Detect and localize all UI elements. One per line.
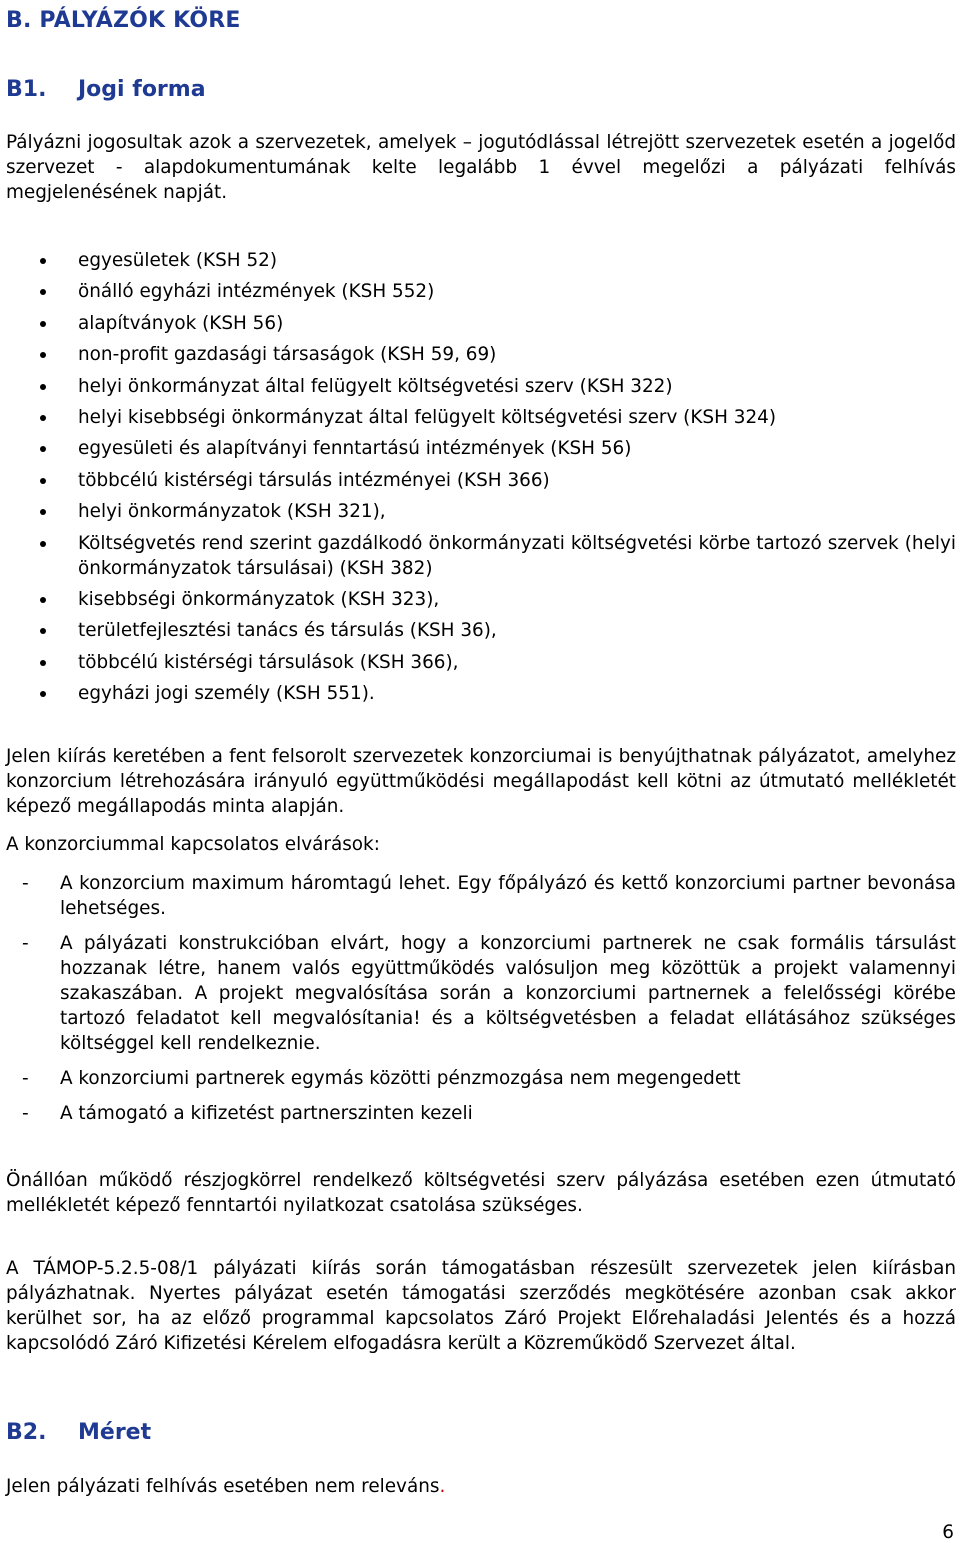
- section-title: B. PÁLYÁZÓK KÖRE: [6, 8, 241, 33]
- list-item: kisebbségi önkormányzatok (KSH 323),: [6, 587, 956, 612]
- bullet-icon: [40, 352, 46, 358]
- list-item: - A pályázati konstrukcióban elvárt, hogy a konzorciumi partnerek ne csak formális társulást hozzanak létre, hanem valós együttműködés valósuljon meg közöttük a projekt valamennyi szakaszában. A projekt megvalósítása során a konzorciumi partnernek a felelősségi körébe tartozó feladatot kell megvalósítania! és a költségvetésben a feladat ellátásához szükséges költséggel kell rendelkeznie.: [22, 933, 956, 1054]
- bullet-icon: [40, 660, 46, 666]
- list-item: önálló egyházi intézmények (KSH 552): [6, 279, 956, 304]
- page-number: 6: [942, 1522, 954, 1543]
- heading-b1-title: Jogi forma: [78, 77, 206, 102]
- list-item: non-profit gazdasági társaságok (KSH 59, 69): [6, 342, 956, 367]
- dash-marker: -: [22, 933, 29, 954]
- bullet-icon: [40, 691, 46, 697]
- list-item: alapítványok (KSH 56): [6, 311, 956, 336]
- consortium-heading: A konzorciummal kapcsolatos elvárások:: [6, 834, 380, 855]
- bullet-icon: [40, 446, 46, 452]
- bullet-icon: [40, 597, 46, 603]
- list-item: - A konzorcium maximum háromtagú lehet. Egy főpályázó és kettő konzorciumi partner bevonása lehetséges.: [22, 873, 956, 919]
- list-item: többcélú kistérségi társulások (KSH 366),: [6, 650, 956, 675]
- bullet-icon: [40, 509, 46, 515]
- bullet-icon: [40, 321, 46, 327]
- bullet-icon: [40, 384, 46, 390]
- size-paragraph: [6, 1474, 956, 1499]
- size-text: Jelen pályázati felhívás esetében nem releváns: [6, 1476, 440, 1497]
- bullet-icon: [40, 628, 46, 634]
- list-item: egyesületi és alapítványi fenntartású intézmények (KSH 56): [6, 436, 956, 461]
- consortium-requirements-list: [6, 871, 956, 1126]
- list-item: többcélú kistérségi társulás intézményei (KSH 366): [6, 468, 956, 493]
- heading-b2-number: B2.: [6, 1420, 47, 1445]
- list-item: - A támogató a kifizetést partnerszinten kezeli: [22, 1103, 473, 1124]
- heading-b2: [6, 1420, 151, 1445]
- heading-b2-title: Méret: [78, 1420, 152, 1445]
- size-text-end: .: [439, 1476, 446, 1497]
- heading-b1-number: B1.: [6, 77, 47, 102]
- bullet-icon: [40, 478, 46, 484]
- list-item: helyi önkormányzat által felügyelt költségvetési szerv (KSH 322): [6, 374, 956, 399]
- dash-marker: -: [22, 873, 29, 894]
- list-item: egyesületek (KSH 52): [6, 248, 956, 273]
- dash-marker: -: [22, 1068, 29, 1089]
- consortium-paragraph: Jelen kiírás keretében a fent felsorolt szervezetek konzorciumai is benyújthatnak pályázatot, amelyhez konzorcium létrehozására irányuló együttműködési megállapodást kell kötni az útmutató mellékletét képező megállapodás minta alapján.: [6, 746, 956, 817]
- bullet-icon: [40, 258, 46, 264]
- bullet-icon: [40, 541, 46, 547]
- bullet-icon: [40, 289, 46, 295]
- tamop-paragraph: A TÁMOP-5.2.5-08/1 pályázati kiírás során támogatásban részesült szervezetek jelen kiírásban pályázhatnak. Nyertes pályázat esetén támogatási szerződés megkötésére azonban csak akkor kerülhet sor, ha az előző programmal kapcsolatos Záró Projekt Előrehaladási Jelentés és a hozzá kapcsolódó Záró Kifizetési Kérelem elfogadásra került a Közreműködő Szervezet által.: [6, 1258, 956, 1354]
- list-item: Költségvetés rend szerint gazdálkodó önkormányzati költségvetési körbe tartozó szervek (helyi önkormányzatok társulásai) (KSH 382): [6, 531, 956, 581]
- bullet-icon: [40, 415, 46, 421]
- heading-b1: [6, 77, 206, 102]
- list-item: egyházi jogi személy (KSH 551).: [6, 681, 956, 706]
- list-item: - A konzorciumi partnerek egymás közötti pénzmozgása nem megengedett: [22, 1068, 741, 1089]
- list-item: helyi kisebbségi önkormányzat által felügyelt költségvetési szerv (KSH 324): [6, 405, 956, 430]
- eligible-organizations-list: [6, 248, 956, 712]
- dash-marker: -: [22, 1103, 29, 1124]
- list-item: helyi önkormányzatok (KSH 321),: [6, 499, 956, 524]
- intro-paragraph: Pályázni jogosultak azok a szervezetek, amelyek – jogutódlással létrejött szervezetek esetén a jogelőd szervezet - alapdokumentumának kelte legalább 1 évvel megelőzi a pályázati felhívás megjelenésének napját.: [6, 132, 956, 203]
- independent-body-paragraph: Önállóan működő részjogkörrel rendelkező költségvetési szerv pályázása esetében ezen útmutató mellékletét képező fenntartói nyilatkozat csatolása szükséges.: [6, 1170, 956, 1216]
- list-item: területfejlesztési tanács és társulás (KSH 36),: [6, 618, 956, 643]
